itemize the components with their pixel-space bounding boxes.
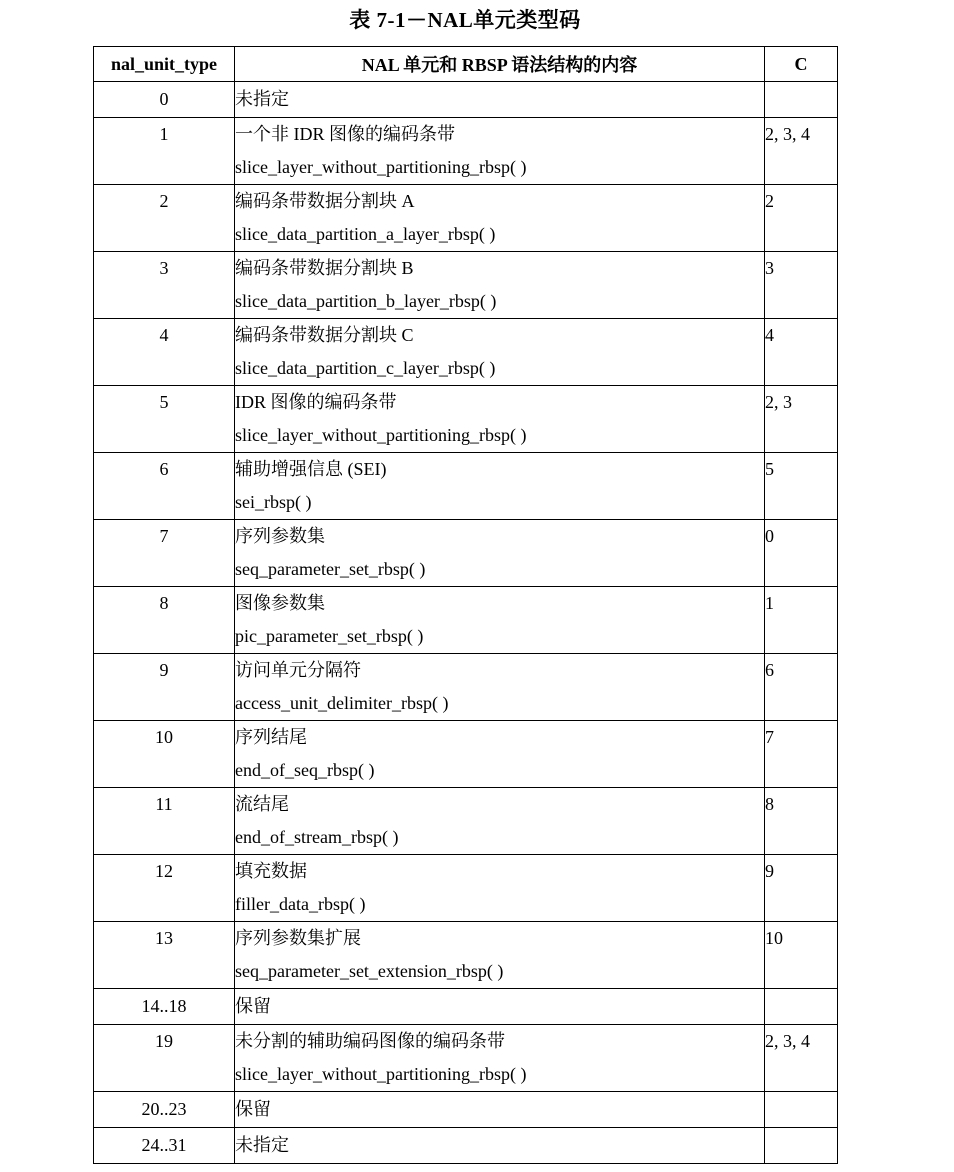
cell-c (765, 520, 838, 587)
rbsp-syntax-name: seq_parameter_set_extension_rbsp( ) (235, 961, 504, 981)
c-value: 2, 3, 4 (765, 1031, 810, 1051)
rbsp-syntax-name: slice_layer_without_partitioning_rbsp( ) (235, 157, 527, 177)
nal-unit-type-table (93, 46, 838, 1164)
cell-content (235, 252, 765, 319)
nal-unit-type-value: 4 (159, 325, 169, 345)
nal-unit-type-value: 20..23 (141, 1099, 187, 1119)
cell-content (235, 1128, 765, 1164)
c-value: 0 (765, 526, 774, 546)
table-row (94, 118, 838, 185)
table-row (94, 386, 838, 453)
cell-nal-unit-type (94, 855, 235, 922)
content-description: 序列参数集扩展 (235, 928, 361, 948)
table-row (94, 82, 838, 118)
cell-content (235, 1025, 765, 1092)
cell-nal-unit-type (94, 386, 235, 453)
content-description: 编码条带数据分割块 A (235, 191, 415, 211)
content-description: IDR 图像的编码条带 (235, 392, 397, 412)
cell-c (765, 654, 838, 721)
cell-nal-unit-type (94, 453, 235, 520)
cell-content (235, 453, 765, 520)
table-row (94, 1128, 838, 1164)
cell-c (765, 989, 838, 1025)
rbsp-syntax-name: slice_data_partition_b_layer_rbsp( ) (235, 291, 497, 311)
c-value: 9 (765, 861, 774, 881)
nal-unit-type-value: 2 (159, 191, 169, 211)
cell-content (235, 922, 765, 989)
cell-c (765, 252, 838, 319)
nal-unit-type-value: 1 (159, 124, 169, 144)
cell-content (235, 989, 765, 1025)
cell-nal-unit-type (94, 922, 235, 989)
cell-c (765, 855, 838, 922)
table-row (94, 520, 838, 587)
rbsp-syntax-name: access_unit_delimiter_rbsp( ) (235, 693, 449, 713)
nal-unit-type-value: 0 (159, 89, 169, 109)
table-row (94, 721, 838, 788)
nal-unit-type-value: 24..31 (141, 1135, 187, 1155)
cell-c (765, 118, 838, 185)
c-value: 1 (765, 593, 774, 613)
content-description: 未指定 (235, 89, 289, 109)
c-value: 3 (765, 258, 774, 278)
cell-c (765, 1025, 838, 1092)
cell-nal-unit-type (94, 721, 235, 788)
rbsp-syntax-name: slice_layer_without_partitioning_rbsp( ) (235, 425, 527, 445)
rbsp-syntax-name: slice_data_partition_c_layer_rbsp( ) (235, 358, 496, 378)
c-value: 8 (765, 794, 774, 814)
nal-unit-type-value: 9 (159, 660, 169, 680)
content-description: 辅助增强信息 (SEI) (235, 459, 387, 479)
cell-c (765, 788, 838, 855)
content-description: 编码条带数据分割块 C (235, 325, 414, 345)
table-row (94, 788, 838, 855)
cell-nal-unit-type (94, 654, 235, 721)
rbsp-syntax-name: end_of_seq_rbsp( ) (235, 760, 375, 780)
cell-c (765, 587, 838, 654)
cell-content (235, 118, 765, 185)
cell-nal-unit-type (94, 252, 235, 319)
table-row (94, 453, 838, 520)
cell-nal-unit-type (94, 185, 235, 252)
c-value: 7 (765, 727, 774, 747)
cell-content (235, 587, 765, 654)
table-row (94, 185, 838, 252)
cell-c (765, 922, 838, 989)
nal-unit-type-value: 19 (155, 1031, 173, 1051)
cell-content (235, 520, 765, 587)
content-description: 图像参数集 (235, 593, 325, 613)
rbsp-syntax-name: filler_data_rbsp( ) (235, 894, 366, 914)
content-description: 流结尾 (235, 794, 289, 814)
cell-nal-unit-type (94, 82, 235, 118)
content-description: 访问单元分隔符 (235, 660, 361, 680)
nal-unit-type-value: 3 (159, 258, 169, 278)
cell-content (235, 185, 765, 252)
c-value: 10 (765, 928, 783, 948)
content-description: 保留 (235, 996, 271, 1016)
nal-unit-type-value: 13 (155, 928, 173, 948)
cell-c (765, 319, 838, 386)
nal-unit-type-value: 5 (159, 392, 169, 412)
cell-c (765, 1092, 838, 1128)
cell-nal-unit-type (94, 118, 235, 185)
c-value: 2, 3 (765, 392, 792, 412)
table-title: 表 7-1－NAL单元类型码 (349, 8, 581, 32)
cell-nal-unit-type (94, 587, 235, 654)
cell-c (765, 453, 838, 520)
c-value: 5 (765, 459, 774, 479)
table-row (94, 1025, 838, 1092)
cell-nal-unit-type (94, 989, 235, 1025)
nal-unit-type-value: 7 (159, 526, 169, 546)
nal-unit-type-value: 14..18 (141, 996, 187, 1016)
c-value: 6 (765, 660, 774, 680)
cell-nal-unit-type (94, 1128, 235, 1164)
cell-nal-unit-type (94, 788, 235, 855)
cell-c (765, 721, 838, 788)
cell-content (235, 386, 765, 453)
cell-nal-unit-type (94, 1025, 235, 1092)
content-description: 填充数据 (235, 861, 307, 881)
c-value: 2, 3, 4 (765, 124, 810, 144)
c-value: 4 (765, 325, 774, 345)
nal-unit-type-value: 6 (159, 459, 169, 479)
table-row (94, 1092, 838, 1128)
cell-nal-unit-type (94, 1092, 235, 1128)
cell-content (235, 721, 765, 788)
nal-unit-type-value: 8 (159, 593, 169, 613)
header-nal-unit-type: nal_unit_type (94, 47, 235, 82)
header-c: C (765, 47, 838, 82)
table-header-row (94, 47, 838, 82)
table-row (94, 319, 838, 386)
cell-content (235, 788, 765, 855)
cell-content (235, 855, 765, 922)
cell-c (765, 82, 838, 118)
cell-content (235, 1092, 765, 1128)
rbsp-syntax-name: seq_parameter_set_rbsp( ) (235, 559, 426, 579)
cell-c (765, 185, 838, 252)
rbsp-syntax-name: pic_parameter_set_rbsp( ) (235, 626, 424, 646)
content-description: 一个非 IDR 图像的编码条带 (235, 124, 455, 144)
header-content: NAL 单元和 RBSP 语法结构的内容 (235, 47, 765, 82)
content-description: 未指定 (235, 1135, 289, 1155)
content-description: 未分割的辅助编码图像的编码条带 (235, 1031, 505, 1051)
cell-nal-unit-type (94, 520, 235, 587)
content-description: 保留 (235, 1099, 271, 1119)
cell-content (235, 654, 765, 721)
table-row (94, 252, 838, 319)
c-value: 2 (765, 191, 774, 211)
cell-content (235, 82, 765, 118)
rbsp-syntax-name: slice_data_partition_a_layer_rbsp( ) (235, 224, 496, 244)
table-row (94, 654, 838, 721)
content-description: 序列结尾 (235, 727, 307, 747)
cell-nal-unit-type (94, 319, 235, 386)
rbsp-syntax-name: sei_rbsp( ) (235, 492, 312, 512)
table-row (94, 989, 838, 1025)
content-description: 序列参数集 (235, 526, 325, 546)
content-description: 编码条带数据分割块 B (235, 258, 414, 278)
rbsp-syntax-name: end_of_stream_rbsp( ) (235, 827, 399, 847)
nal-unit-type-value: 11 (155, 794, 173, 814)
cell-c (765, 386, 838, 453)
nal-unit-type-value: 12 (155, 861, 173, 881)
rbsp-syntax-name: slice_layer_without_partitioning_rbsp( ) (235, 1064, 527, 1084)
cell-content (235, 319, 765, 386)
cell-c (765, 1128, 838, 1164)
table-row (94, 922, 838, 989)
nal-unit-type-value: 10 (155, 727, 173, 747)
table-row (94, 855, 838, 922)
table-row (94, 587, 838, 654)
table-body (94, 82, 838, 1164)
